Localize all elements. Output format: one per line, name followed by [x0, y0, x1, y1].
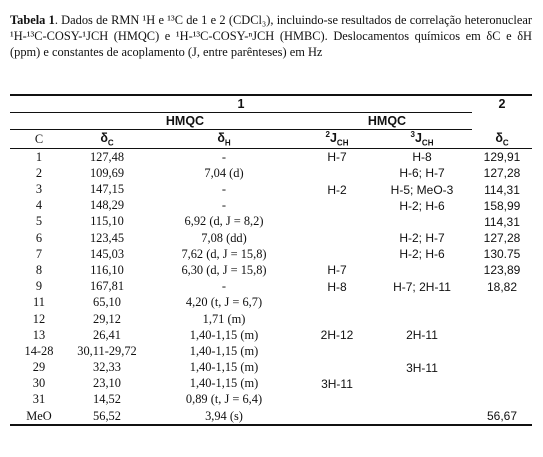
cell-carbon: 3 [35, 182, 43, 196]
cell-delta-c-1: 116,10 [90, 262, 124, 277]
table-row [10, 359, 532, 375]
cell-delta-c-1: 29,12 [93, 311, 121, 326]
cell-2j-ch [302, 214, 372, 230]
table-row [10, 246, 532, 262]
cell-delta-c-1: 65,10 [93, 295, 121, 310]
cell-carbon: 14-28 [24, 343, 54, 358]
group-hmqc-header: HMQC [68, 113, 302, 130]
cell-delta-c-2: 127,28 [483, 166, 521, 181]
table-row [10, 214, 532, 230]
cell-delta-c-1: 23,10 [93, 376, 121, 391]
cell-delta-c-2: 130.75 [483, 247, 521, 262]
cell-delta-c-1: 115,10 [90, 214, 124, 229]
cell-2j-ch [302, 408, 372, 425]
cell-delta-c-2: 158,99 [483, 198, 521, 213]
cell-delta-c-1: 26,41 [93, 327, 121, 342]
cell-2j-ch [302, 230, 372, 246]
cell-delta-h: 7,04 (d) [204, 165, 244, 180]
cell-carbon: 8 [35, 262, 43, 277]
cell-3j-ch [372, 214, 472, 230]
cell-delta-c-2 [472, 376, 532, 392]
cell-2j-ch: H-8 [327, 279, 347, 294]
cell-delta-c-2 [472, 295, 532, 311]
cell-3j-ch [372, 295, 472, 311]
cell-carbon: 7 [35, 246, 43, 261]
cell-delta-c-1: 14,52 [93, 392, 121, 407]
table-row [10, 376, 532, 392]
cell-3j-ch: H-6; H-7 [399, 166, 445, 181]
cell-delta-c-1: 147,15 [89, 182, 125, 196]
cell-carbon: 9 [35, 279, 43, 294]
cell-carbon: 4 [35, 198, 43, 213]
cell-delta-c-2: 114,31 [484, 182, 520, 197]
column-header-dh: $\delta_H$ [146, 130, 302, 149]
cell-carbon: 31 [32, 392, 46, 407]
cell-3j-ch: H-7; 2H-11 [393, 279, 451, 294]
table-row [10, 343, 532, 359]
cell-2j-ch [302, 165, 372, 181]
table-row [10, 149, 532, 166]
table-row [10, 230, 532, 246]
cell-delta-c-1: 32,33 [93, 360, 121, 375]
table-row [10, 262, 532, 278]
cell-carbon: 5 [35, 214, 43, 229]
cell-delta-c-2: 18,82 [486, 279, 518, 294]
cell-3j-ch [372, 392, 472, 408]
column-header-2j: $^2J_{CH}$ [302, 130, 372, 149]
table-row [10, 295, 532, 311]
cell-2j-ch: H-2 [327, 182, 347, 197]
cell-delta-c-1: 167,81 [89, 279, 125, 294]
table-row [10, 279, 532, 295]
table-row [10, 392, 532, 408]
cell-delta-c-1: 127,48 [89, 149, 125, 164]
cell-delta-h: 1,40-1,15 (m) [189, 376, 259, 391]
cell-delta-h: 1,40-1,15 (m) [189, 327, 259, 342]
group-hmbc-header: HMQC [302, 113, 472, 130]
cell-delta-h: 4,20 (t, J = 6,7) [185, 295, 263, 310]
caption-text: . Dados de RMN ¹H e ¹³C de 1 e 2 (CDCl₃), incluindo-se resultados de correlação heteronuclear ¹H-¹³C-COSY-¹JCH (HMQC) e ¹H-¹³C-COSY-ⁿJCH (HMBC). Deslocamentos químicos em δC e δH (ppm) e constantes de acoplamento (J, entre parênteses) em Hz [10, 13, 532, 59]
cell-delta-c-2 [472, 359, 532, 375]
column-header-dc1: $\delta_C$ [68, 130, 146, 149]
cell-delta-c-2 [472, 327, 532, 343]
cell-delta-h: 6,30 (d, J = 15,8) [181, 262, 267, 277]
table-row [10, 327, 532, 343]
cell-delta-h: 1,40-1,15 (m) [189, 360, 259, 375]
table-body [10, 149, 532, 426]
cell-delta-h: 0,89 (t, J = 6,4) [185, 392, 263, 407]
cell-delta-h: 1,71 (m) [202, 311, 246, 326]
cell-delta-c-1: 123,45 [89, 230, 125, 245]
cell-3j-ch: H-8 [412, 150, 432, 165]
group-spacer [472, 113, 532, 130]
cell-2j-ch: H-7 [327, 263, 347, 278]
cell-delta-h: 7,08 (dd) [201, 230, 247, 245]
cell-delta-h: - [221, 182, 227, 196]
table-caption [10, 12, 532, 60]
header-row-groups [10, 113, 532, 130]
cell-delta-c-1: 145,03 [89, 246, 125, 261]
column-header-dc2: $\delta_C$ [472, 130, 532, 149]
cell-delta-c-1: 109,69 [89, 165, 125, 180]
cell-delta-c-2 [472, 343, 532, 359]
cell-carbon: 30 [32, 376, 46, 391]
cell-delta-h: 6,92 (d, J = 8,2) [184, 214, 264, 229]
cell-3j-ch [372, 408, 472, 425]
compound-1-header: 1 [10, 95, 472, 113]
cell-delta-h: - [221, 198, 227, 213]
cell-delta-h: 3,94 (s) [146, 408, 302, 425]
cell-delta-c-2: 56,67 [472, 408, 532, 425]
table-row [10, 408, 532, 425]
cell-2j-ch [302, 311, 372, 327]
cell-3j-ch [372, 262, 472, 278]
cell-delta-c-2: 129,91 [483, 150, 521, 165]
table-row [10, 311, 532, 327]
cell-3j-ch: H-2; H-6 [399, 198, 445, 213]
cell-carbon: 6 [35, 230, 43, 245]
table-row [10, 198, 532, 214]
cell-2j-ch [302, 392, 372, 408]
cell-3j-ch: 2H-11 [406, 328, 438, 343]
header-row-columns [10, 130, 532, 149]
cell-carbon: 2 [35, 165, 43, 180]
cell-3j-ch: H-2; H-6 [399, 247, 445, 262]
table-row [10, 181, 532, 197]
header-row-compounds [10, 95, 532, 113]
cell-2j-ch: 3H-11 [321, 376, 353, 391]
cell-delta-c-1: 30,11-29,72 [77, 343, 137, 358]
cell-2j-ch [302, 198, 372, 214]
cell-delta-c-2 [472, 392, 532, 408]
cell-delta-h: - [221, 279, 227, 294]
cell-delta-c-1: 56,52 [68, 408, 146, 425]
cell-carbon: 12 [32, 311, 46, 326]
cell-3j-ch: H-2; H-7 [399, 231, 445, 246]
cell-carbon: MeO [10, 408, 68, 425]
table-row [10, 165, 532, 181]
caption-label: Tabela 1 [10, 13, 55, 27]
column-header-3j: $^3J_{CH}$ [372, 130, 472, 149]
cell-2j-ch [302, 359, 372, 375]
cell-2j-ch: H-7 [327, 150, 347, 165]
nmr-data-table [10, 94, 532, 426]
cell-delta-h: 7,62 (d, J = 15,8) [181, 246, 267, 261]
cell-delta-h: 1,40-1,15 (m) [189, 343, 259, 358]
cell-carbon: 1 [35, 149, 43, 164]
cell-3j-ch: H-5; MeO-3 [390, 182, 454, 197]
cell-carbon: 13 [32, 327, 46, 342]
cell-2j-ch [302, 246, 372, 262]
cell-3j-ch: 3H-11 [406, 360, 438, 375]
cell-delta-c-1: 148,29 [89, 198, 125, 213]
cell-delta-c-2: 127,28 [483, 231, 521, 246]
group-spacer [10, 113, 68, 130]
cell-3j-ch [372, 343, 472, 359]
cell-delta-c-2: 114,31 [484, 214, 520, 229]
column-header-c: C [10, 130, 68, 149]
cell-delta-h: - [221, 149, 227, 164]
cell-delta-c-2 [472, 311, 532, 327]
cell-3j-ch [372, 376, 472, 392]
cell-3j-ch [372, 311, 472, 327]
cell-delta-c-2: 123,89 [483, 263, 521, 278]
cell-2j-ch [302, 343, 372, 359]
cell-2j-ch: 2H-12 [320, 328, 354, 343]
cell-carbon: 11 [33, 295, 45, 310]
cell-carbon: 29 [32, 360, 46, 375]
cell-2j-ch [302, 295, 372, 311]
compound-2-header: 2 [472, 95, 532, 113]
